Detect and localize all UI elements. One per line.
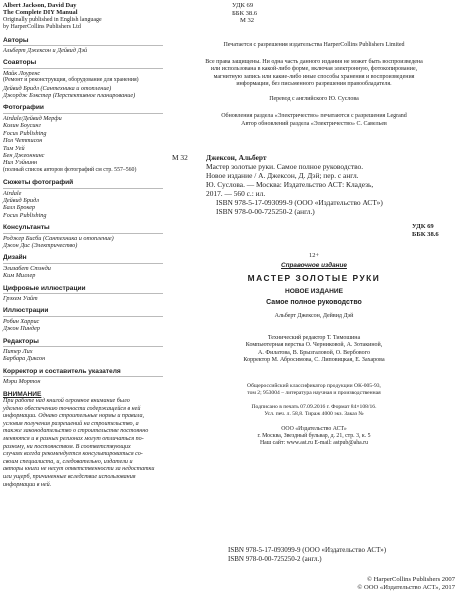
- publisher-name: ООО «Издательство АСТ»: [281, 426, 347, 432]
- update-note-2: Автор обновлений раздела «Электричество» С. Савельев: [241, 121, 387, 127]
- staff-line: Технический редактор Т. Тимошина: [267, 335, 361, 341]
- credit-line: Дейвид Бридл (Сантехника и отопление): [3, 84, 112, 92]
- warning-line: информации в ней.: [3, 481, 52, 488]
- credit-line: Тим Уей: [3, 144, 25, 152]
- classifier-line: Общероссийский классификатор продукции ОК-005-93,: [247, 383, 381, 389]
- copyright-harpercollins: © HarperCollins Publishers 2007: [367, 576, 455, 583]
- credit-section-title: Корректор и составитель указателя: [3, 368, 163, 377]
- catalog-line: 2017. — 560 с.: ил.: [206, 189, 266, 198]
- origin-line-1: Originally published in English language: [3, 16, 102, 23]
- credit-line: (Ремонт и реконструкция, оборудование для хранения): [3, 77, 139, 84]
- copyright-ast: © ООО «Издательство АСТ», 2017: [357, 584, 455, 591]
- catalog-isbn-1: ISBN 978-5-17-093099-9 (ООО «Издательство АСТ»): [216, 198, 383, 207]
- translation-credit: Перевод с английского Ю. Суслова: [269, 96, 359, 102]
- credit-line: Элизабет Стэнди: [3, 264, 51, 272]
- credit-line: Focus Publishing: [3, 211, 47, 219]
- origin-line-2: by HarperCollins Publishers Ltd: [3, 24, 81, 31]
- bbk-code: ББК 38.6: [232, 9, 258, 17]
- credit-line: Барбара Диксон: [3, 355, 46, 363]
- staff-line: Корректор М. Абросимова, С. Липовицкая, Е. Захарова: [243, 357, 385, 364]
- publisher-contacts: Наш сайт: www.ast.ru E-mail: astpub@aha.ru: [259, 440, 368, 447]
- credit-line: Робин Харрис: [3, 317, 40, 325]
- catalog-classification: [412, 223, 439, 238]
- title-en: The Complete DIY Manual: [3, 9, 78, 17]
- catalog-author: Джексон, Альберт: [206, 153, 267, 162]
- warning-line: При работе над книгой огромное внимание было: [3, 398, 130, 405]
- catalog-line: Мастер золотые руки. Самое полное руководство.: [206, 162, 364, 171]
- warning-line: также законодательство о строительстве постоянно: [3, 428, 149, 435]
- credit-line: Пол Четтисон: [3, 137, 43, 145]
- credit-section-title: Дизайн: [3, 254, 163, 263]
- warning-title: ВНИМАНИЕ: [3, 390, 42, 398]
- authors-en: Albert Jackson, David Day: [3, 2, 77, 9]
- update-note-1: Обновления раздела «Электричество» печатаются с разрешения Legrand: [221, 113, 407, 119]
- warning-line: уделено обеспечению точности содержащейся в ней: [3, 405, 141, 412]
- book-title: МАСТЕР ЗОЛОТЫЕ РУКИ: [247, 273, 381, 283]
- credit-section: [3, 37, 163, 55]
- catalog-sign: М 32: [172, 153, 188, 162]
- production-staff: [172, 335, 456, 365]
- credit-line: Грэхем Уайт: [3, 295, 38, 302]
- publisher-info: [172, 426, 456, 448]
- warning-line: случаях всегда рекомендуется консультироваться со-: [3, 451, 143, 458]
- bbk-code-2: ББК 38.6: [412, 230, 439, 238]
- credit-line: Focus Publishing: [3, 129, 47, 137]
- credit-section: [3, 59, 163, 99]
- rights-line: магнитную запись или какие-либо иные способы хранения и воспроизведения: [213, 73, 415, 80]
- credit-section-title: Цифровые иллюстрации: [3, 285, 163, 294]
- credit-line: Роджер Бисби (Сантехника и отопление): [3, 234, 114, 242]
- credit-line: Ким Миллер: [3, 272, 36, 280]
- reference-edition: Справочное издание: [281, 262, 347, 269]
- staff-line: Компьютерная верстка О. Черниковой, А. Зотакиной,: [245, 342, 383, 349]
- credit-section-title: Иллюстрации: [3, 307, 163, 316]
- warning-line: информации. Однако строительные нормы и правила,: [3, 413, 145, 420]
- credit-line: Нил Уэйнинн: [3, 159, 38, 167]
- credit-section-title: Фотографии: [3, 104, 163, 113]
- credit-line: Питер Лих: [3, 348, 33, 356]
- credit-line: Дейвид Бридл: [3, 196, 39, 204]
- warning-text: [3, 398, 163, 489]
- author-sign: М 32: [240, 17, 255, 25]
- catalog-isbn-2: ISBN 978-0-00-725250-2 (англ.): [216, 207, 315, 216]
- credit-section: [3, 254, 163, 279]
- rights-line: Все права защищены. Ни одна часть данного издания не может быть воспроизведена: [205, 59, 423, 65]
- credit-section: [3, 179, 163, 219]
- publisher-address: г. Москва, Звездный бульвар, д. 21, стр. 3, к. 5: [257, 433, 371, 440]
- credit-line: Майк Лоуренс: [3, 69, 41, 77]
- credit-line: (полный список авторов фотографий см стр. 557–560): [3, 166, 137, 173]
- permission-note: Печатается с разрешения издательства HarperCollins Publishers Limited: [223, 42, 405, 48]
- udk-code-2: УДК 69: [412, 223, 434, 230]
- new-edition: НОВОЕ ИЗДАНИЕ: [284, 288, 344, 295]
- rights-line: информации, без письменного разрешения правообладателя.: [236, 81, 392, 88]
- classification-block: [232, 2, 257, 25]
- age-rating: 12+: [309, 252, 319, 259]
- credit-section-title: Сюжеты фотографий: [3, 179, 163, 188]
- warning-line: своим специалиста, и, следовательно, издатели и: [3, 458, 133, 465]
- credit-line: Джордж Бэкстер (Перспективное планирование): [3, 92, 136, 100]
- isbn-bottom-2: ISBN 978-0-00-725250-2 (англ.): [228, 554, 322, 563]
- udk-code: УДК 69: [232, 2, 254, 9]
- credit-line: Бен Джеоннинс: [3, 151, 45, 159]
- isbn-bottom: [228, 546, 386, 563]
- credit-section-title: Редакторы: [3, 338, 163, 347]
- print-line: Подписано в печать 07.09.2016 г. Формат 84×108/16.: [251, 404, 377, 410]
- credit-section: [3, 104, 163, 174]
- credit-line: Airdale: [3, 189, 22, 197]
- print-line: Усл. печ. л. 58,8. Тираж 4000 экз. Заказ №: [264, 411, 364, 417]
- isbn-bottom-1: ISBN 978-5-17-093099-9 (ООО «Издательство АСТ»): [228, 546, 387, 554]
- product-classifier: [172, 383, 456, 397]
- credit-section: [3, 224, 163, 249]
- credit-section: [3, 285, 163, 303]
- warning-line: разному, ни постоянством. В соответствующих: [3, 443, 131, 450]
- credit-line: Мэри Мортон: [3, 378, 41, 386]
- warning-line: авторы книги не несут ответственности за недостатки: [3, 466, 155, 473]
- book-subtitle: Самое полное руководство: [266, 299, 362, 306]
- credit-line: Джон Пиндер: [3, 325, 40, 333]
- rights-notice: [172, 59, 456, 89]
- warning-line: меняются и в разных регионах могут отличаться по-: [3, 436, 144, 443]
- credit-line: Альберт Джексон и Дейвид Дэй: [3, 47, 88, 55]
- authors-ru: Альберт Джексон, Дейвид Дэй: [274, 313, 354, 319]
- credit-line: Airdale/Дейвид Мерфи: [3, 114, 62, 122]
- rights-line: или использована в какой-либо форме, включая электронную, фотокопирование,: [210, 66, 418, 73]
- credit-section-title: Соавторы: [3, 59, 163, 68]
- catalog-line: Ю. Суслова. — Москва: Издательство АСТ: Кладезь,: [206, 180, 374, 189]
- staff-line: А. Филатова, В. Брызгаловой, О. Вербового: [258, 349, 370, 356]
- warning-line: условия получения разрешений на строительство, а: [3, 420, 139, 427]
- credit-section: [3, 307, 163, 332]
- credit-section: [3, 368, 163, 386]
- credit-line: Джон Дис (Электричество): [3, 241, 78, 249]
- classifier-line: том 2; 953004 – литература научная и производственная: [247, 390, 381, 396]
- credit-line: Колин Боусинг: [3, 122, 41, 130]
- credits-column: [3, 2, 163, 489]
- copyright-block: [357, 576, 455, 592]
- warning-line: или ущерб, причиненные вследствие использования: [3, 474, 136, 480]
- credit-line: Балл Брокер: [3, 204, 36, 212]
- credit-sections: [3, 37, 163, 386]
- catalog-line: Новое издание / А. Джексон, Д. Дэй; пер. с англ.: [206, 171, 359, 180]
- catalog-description: [206, 162, 454, 198]
- credit-section-title: Авторы: [3, 37, 163, 46]
- print-details: [172, 404, 456, 418]
- credit-section: [3, 338, 163, 363]
- credit-section-title: Консультанты: [3, 224, 163, 233]
